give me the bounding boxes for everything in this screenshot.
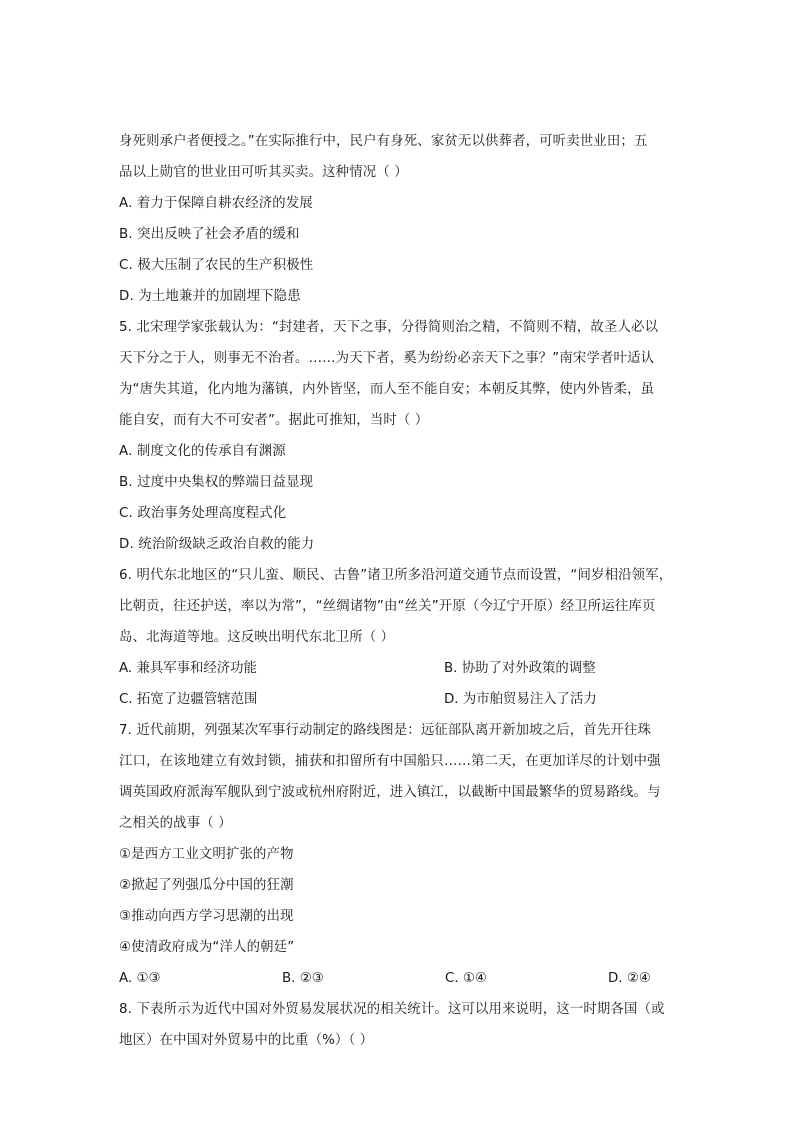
question-4 xyxy=(119,126,675,312)
question-6-line-3: 岛、北海道等地。这反映出明代东北卫所（ ） xyxy=(119,630,395,645)
question-6-options-row-1 xyxy=(119,653,675,684)
question-8-line-1: 8. 下表所示为近代中国对外贸易发展状况的相关统计。这可以用来说明，这一时期各国（或 xyxy=(119,1002,665,1017)
question-7-line-4: 之相关的战事（ ） xyxy=(119,816,232,831)
question-7 xyxy=(119,715,675,994)
question-5 xyxy=(119,312,675,560)
question-6 xyxy=(119,560,675,715)
question-6-option-c: C. 拓宽了边疆管辖范围 xyxy=(119,692,258,707)
question-7-line-2: 江口，在该地建立有效封锁，捕获和扣留所有中国船只……第二天，在更加详尽的计划中强 xyxy=(119,754,661,769)
question-5-line-4: 能自安，而有大不可安者”。据此可推知，当时（ ） xyxy=(119,413,429,428)
question-5-line-3: 为“唐失其道，化内地为藩镇，内外皆坚，而人至不能自安；本朝反其弊，使内外皆柔，虽 xyxy=(119,382,655,397)
question-7-option-c: C. ①④ xyxy=(445,971,487,986)
question-6-options-row-2 xyxy=(119,684,675,715)
question-7-statement-1: ①是西方工业文明扩张的产物 xyxy=(119,847,294,862)
question-5-option-a: A. 制度文化的传承自有渊源 xyxy=(119,444,286,459)
question-6-option-d: D. 为市舶贸易注入了活力 xyxy=(444,692,597,707)
question-4-option-a: A. 着力于保障自耕农经济的发展 xyxy=(119,196,313,211)
question-8-line-2: 地区）在中国对外贸易中的比重（%）（ ） xyxy=(119,1033,374,1048)
question-8 xyxy=(119,994,675,1056)
question-5-option-c: C. 政治事务处理高度程式化 xyxy=(119,506,287,521)
question-7-statement-4: ④使清政府成为“洋人的朝廷” xyxy=(119,940,295,955)
question-7-statement-2: ②掀起了列强瓜分中国的狂潮 xyxy=(119,878,294,893)
question-4-line-1: 身死则承户者便授之。”在实际推行中，民户有身死、家贫无以供葬者，可听卖世业田；五 xyxy=(119,134,648,149)
question-7-option-d: D. ②④ xyxy=(608,971,651,986)
question-4-option-b: B. 突出反映了社会矛盾的缓和 xyxy=(119,227,300,242)
question-4-option-c: C. 极大压制了农民的生产积极性 xyxy=(119,258,314,273)
question-7-options-row xyxy=(119,963,675,994)
page-content xyxy=(119,126,675,1056)
question-5-option-d: D. 统治阶级缺乏政治自救的能力 xyxy=(119,537,315,552)
question-4-option-d: D. 为土地兼并的加剧埋下隐患 xyxy=(119,289,301,304)
question-6-line-2: 比朝贡，往还护送，率以为常”，“丝绸诸物”由“丝关”开原（今辽宁开原）经卫所运往库页 xyxy=(119,599,656,614)
question-5-line-2: 天下分之于人，则事无不治者。……为天下者，奚为纷纷必亲天下之事？”南宋学者叶适认 xyxy=(119,351,655,366)
question-5-option-b: B. 过度中央集权的弊端日益显现 xyxy=(119,475,314,490)
question-5-line-1: 5. 北宋理学家张载认为：“封建者，天下之事，分得简则治之精，不简则不精，故圣人必以 xyxy=(119,320,659,335)
question-6-option-b: B. 协助了对外政策的调整 xyxy=(444,661,596,676)
question-7-option-b: B. ②③ xyxy=(282,971,324,986)
question-7-statement-3: ③推动向西方学习思潮的出现 xyxy=(119,909,294,924)
question-7-line-1: 7. 近代前期，列强某次军事行动制定的路线图是：远征部队离开新加坡之后，首先开往珠 xyxy=(119,723,652,738)
question-6-option-a: A. 兼具军事和经济功能 xyxy=(119,661,257,676)
question-7-option-a: A. ①③ xyxy=(119,971,161,986)
question-6-line-1: 6. 明代东北地区的“只儿蛮、顺民、古鲁”诸卫所多沿河道交通节点而设置，“间岁相沿领军， xyxy=(119,568,673,583)
question-7-line-3: 调英国政府派海军舰队到宁波或杭州府附近，进入镇江，以截断中国最繁华的贸易路线。与 xyxy=(119,785,661,800)
question-4-line-2: 品以上勋官的世业田可听其买卖。这种情况（ ） xyxy=(119,165,408,180)
